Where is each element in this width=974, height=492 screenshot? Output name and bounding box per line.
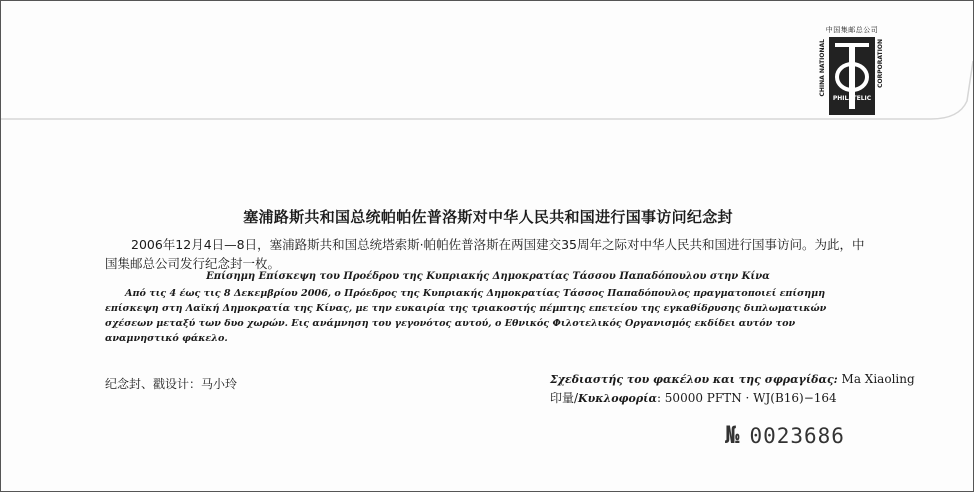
chinese-title: 塞浦路斯共和国总统帕帕佐普洛斯对中华人民共和国进行国事访问纪念封 [243,208,733,226]
phi-symbol-icon [829,37,875,115]
print-run-label-greek: Κυκλοφορία [578,392,657,405]
logo-bottom-text: PHILATELIC [832,95,872,102]
greek-title: Επίσημη Επίσκεψη του Προέδρου της Κυπριακής Δημοκρατίας Τάσσου Παπαδόπουλου στην Κίνα [206,271,770,282]
print-run-label-chinese: 印量/ [550,391,579,405]
logo-side-left: CHINA NATIONAL [819,39,826,97]
print-run-line [550,389,837,406]
logo-emblem [829,37,875,115]
serial-digits: 0023686 [749,424,845,448]
china-philatelic-logo [819,25,885,117]
chinese-body-text: 2006年12月4日—8日，塞浦路斯共和国总统塔索斯·帕帕佐普洛斯在两国建交35周年之际对中华人民共和国进行国事访问。为此，中国集邮总公司发行纪念封一枚。 [105,237,865,271]
designer-name: Ma Xiaoling [841,372,915,386]
logo-chinese-text: 中国集邮总公司 [825,26,879,34]
logo-side-right: CORPORATION [877,39,884,88]
greek-body-text: Από τις 4 έως τις 8 Δεκεμβρίου 2006, ο Πρόεδρος της Κυπριακής Δημοκρατίας Τάσσος Παπαδόπουλος πραγματοποιεί επίσημη επίσκεψη στη Λαϊκή Δημοκρατία της Κίνας, με την ευκαιρία της τριακοστής πέμπτης επετείου της εγκαθίδρυσης διπλωματικών σχέσεων μεταξύ των δυο χωρών. Εις ανάμνηση του γεγονότος αυτού, ο Εθνικός Φιλοτελικός Οργανισμός εκδίδει αυτόν τον αναμνηστικό φάκελο. [105,288,827,344]
designer-credit-chinese: 纪念封、戳设计：马小玲 [105,377,238,391]
print-run-value: : 50000 PFTN · WJ(B16)−164 [656,391,837,405]
designer-greek-label: Σχεδιαστής του φακέλου και της σφραγίδας: [550,373,838,386]
designer-credit-greek [550,372,915,386]
number-sign: № [725,421,740,449]
serial-number [725,421,845,449]
